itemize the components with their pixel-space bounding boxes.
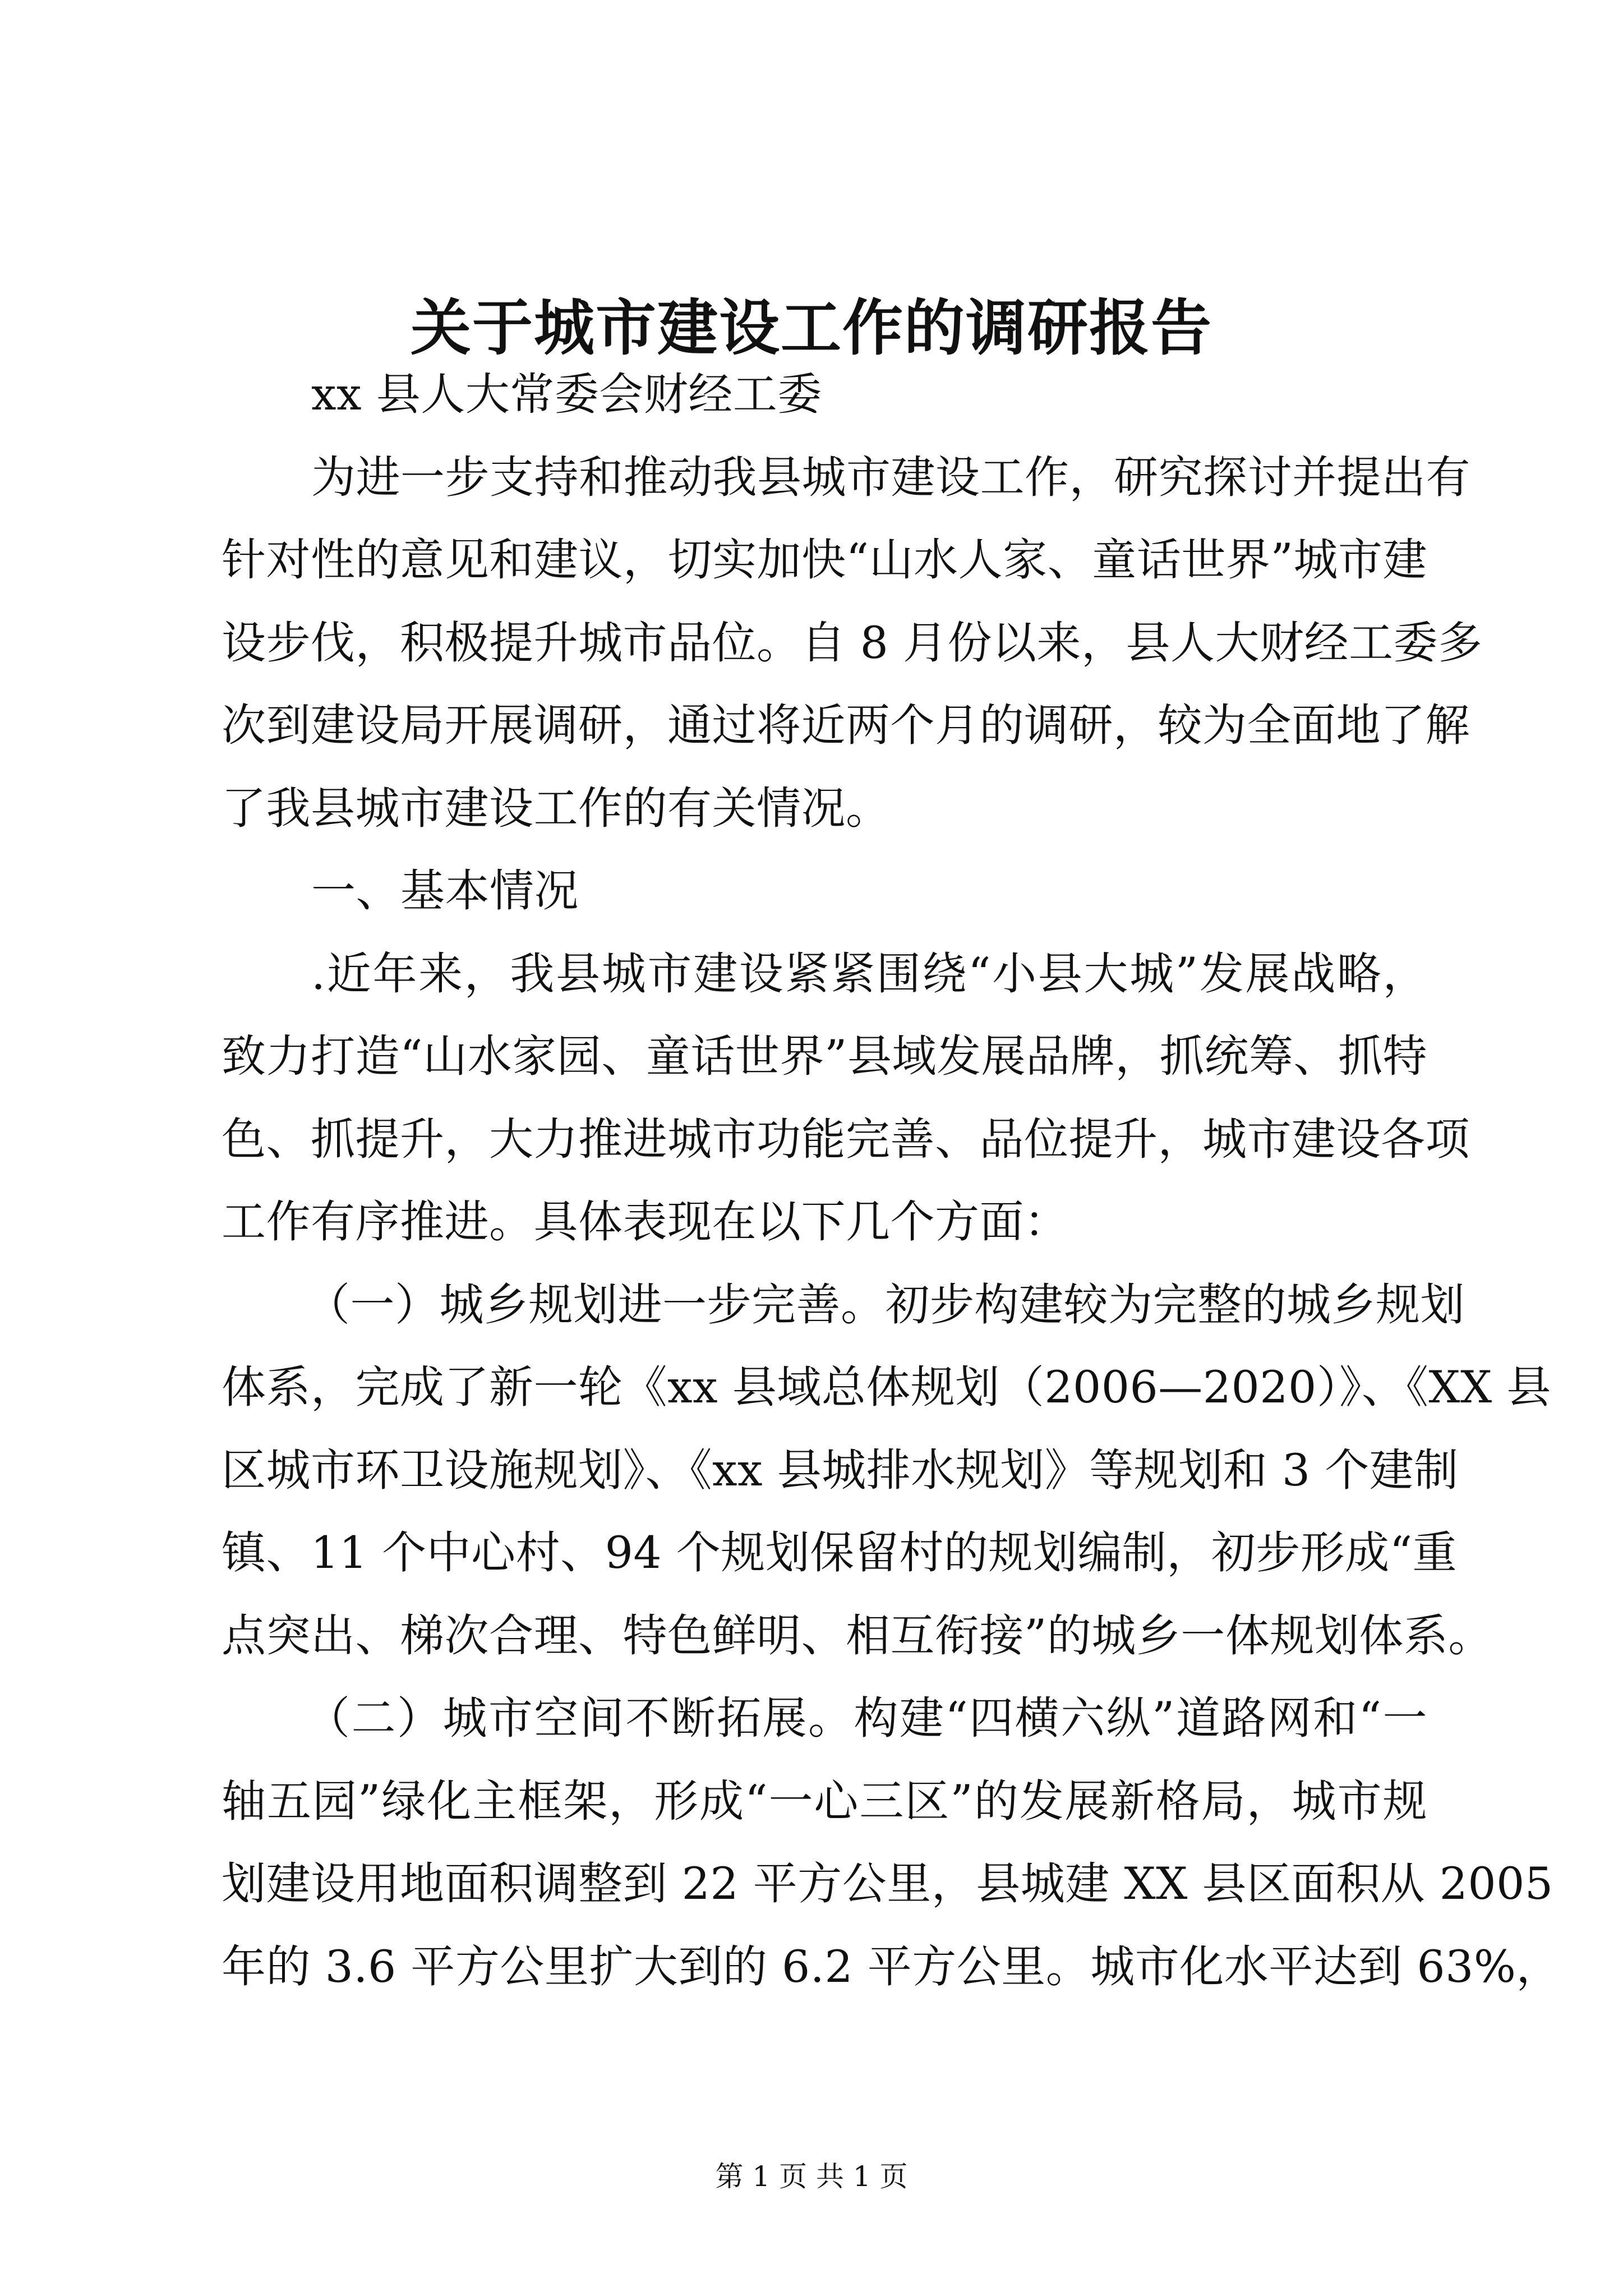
text-line: 年的 3.6 平方公里扩大到的 6.2 平方公里。城市化水平达到 63%， bbox=[222, 1940, 1561, 1993]
text-line: 镇、11 个中心村、94 个规划保留村的规划编制，初步形成“重 bbox=[222, 1527, 1458, 1579]
text-line: 色、抓提升，大力推进城市功能完善、品位提升，城市建设各项 bbox=[222, 1113, 1470, 1165]
text-line: 工作有序推进。具体表现在以下几个方面： bbox=[222, 1196, 1069, 1248]
text-line: 次到建设局开展调研，通过将近两个月的调研，较为全面地了解 bbox=[222, 700, 1470, 751]
text-line: 设步伐，积极提升城市品位。自 8 月份以来，县人大财经工委多 bbox=[222, 616, 1483, 669]
text-line: 为进一步支持和推动我县城市建设工作，研究探讨并提出有 bbox=[311, 451, 1470, 503]
text-line: 了我县城市建设工作的有关情况。 bbox=[222, 782, 891, 834]
document-body bbox=[222, 353, 1561, 2008]
text-line: 体系，完成了新一轮《xx 县域总体规划（2006—2020）》、《XX 县 bbox=[222, 1361, 1551, 1413]
text-line: xx 县人大常委会财经工委 bbox=[311, 369, 822, 420]
text-line: （一）城乡规划进一步完善。初步构建较为完整的城乡规划 bbox=[306, 1278, 1465, 1331]
text-line: 点突出、梯次合理、特色鲜明、相互衔接”的城乡一体规划体系。 bbox=[222, 1609, 1493, 1662]
text-line: .近年来，我县城市建设紧紧围绕“小县大城”发展战略， bbox=[311, 947, 1427, 1000]
text-line: 区城市环卫设施规划》、《xx 县城排水规划》等规划和 3 个建制 bbox=[222, 1444, 1459, 1496]
text-line: 致力打造“山水家园、童话世界”县域发展品牌，抓统筹、抓特 bbox=[222, 1030, 1427, 1082]
text-line: 针对性的意见和建议，切实加快“山水人家、童话世界”城市建 bbox=[222, 534, 1427, 586]
text-line: 划建设用地面积调整到 22 平方公里，县城建 XX 县区面积从 2005 bbox=[222, 1858, 1553, 1910]
page-footer: 第 1 页 共 1 页 bbox=[715, 2160, 908, 2193]
text-line: 一、基本情况 bbox=[311, 865, 579, 917]
text-line: 轴五园”绿化主框架，形成“一心三区”的发展新格局，城市规 bbox=[222, 1775, 1427, 1827]
text-line: （二）城市空间不断拓展。构建“四横六纵”道路网和“一 bbox=[306, 1692, 1427, 1744]
page-title: 关于城市建设工作的调研报告 bbox=[410, 293, 1212, 364]
